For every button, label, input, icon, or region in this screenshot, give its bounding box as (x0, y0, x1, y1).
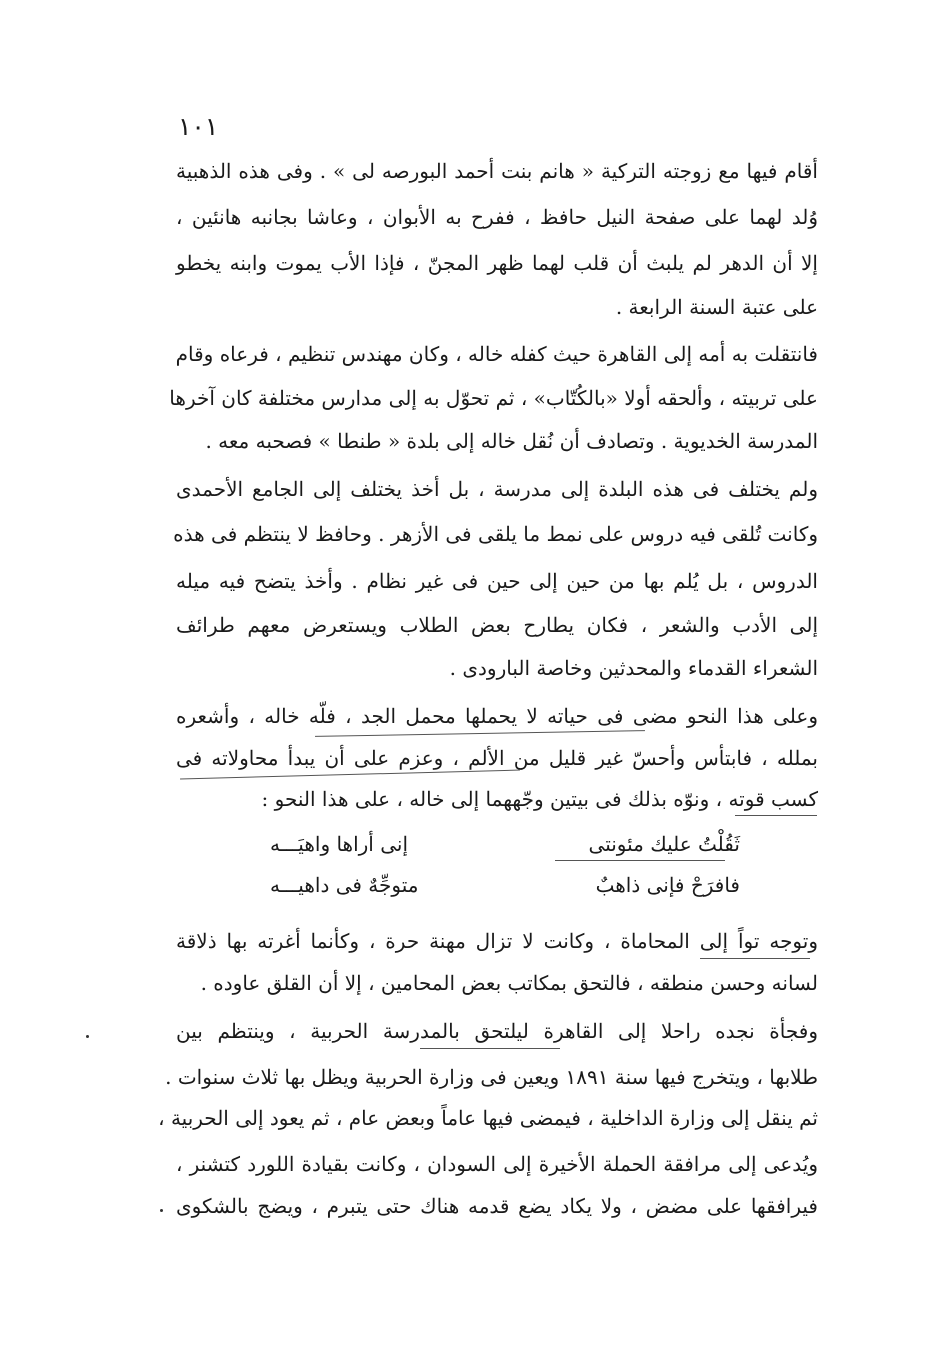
text-line: وفجأة نجده راحلا إلى القاهرة ليلتحق بالمدرسة الحربية ، وينتظم بين (176, 1019, 818, 1043)
verse-line (270, 872, 740, 898)
text-line: على تربيته ، وألحقه أولا «بالكُتّاب» ، ثم تحوّل به إلى مدارس مختلفة كان آخرها (169, 386, 818, 410)
text-line: ولم يختلف فى هذه البلدة إلى مدرسة ، بل أخذ يختلف إلى الجامع الأحمدى (176, 477, 818, 501)
page-number: ١٠١ (178, 112, 219, 141)
margin-dot (160, 1209, 163, 1212)
text-line: وعلى هذا النحو مضى فى حياته لا يحملها محمل الجد ، فلّه خاله ، وأشعره (176, 704, 818, 728)
text-line: الدروس ، بل يُلم بها من حين إلى حين فى غير نظام . وأخذ يتضح فيه ميله (176, 569, 818, 593)
text-line: فيرافقها على مضض ، ولا يكاد يضع قدمه هناك حتى يتبرم ، ويضج بالشكوى (176, 1194, 818, 1218)
pencil-underline (555, 860, 725, 861)
pencil-underline (315, 730, 645, 737)
text-line: على عتبة السنة الرابعة . (615, 295, 818, 319)
verse-hemistich: ثَقُلْتُ عليك مئونتى (588, 832, 740, 856)
verse-hemistich: متوجِّهٌ فى داهيـــه (270, 873, 419, 897)
text-line: طلابها ، ويتخرج فيها سنة ١٨٩١ ويعين فى وزارة الحربية ويظل بها ثلاث سنوات . (165, 1065, 818, 1089)
pencil-underline (735, 815, 817, 816)
verse-hemistich: إنى أراها واهيَـــه (270, 832, 409, 856)
text-line: وتوجه تواً إلى المحاماة ، وكانت لا تزال مهنة حرة ، وكأنما أغرته بها ذلاقة (176, 929, 818, 953)
text-line: فانتقلت به أمه إلى القاهرة حيث كفله خاله ، وكان مهندس تنظيم ، فرعاه وقام (175, 342, 818, 366)
verse-hemistich: فافرَحْ فإنى ذاهبٌ (595, 873, 740, 897)
text-line: بملله ، فابتأس وأحسّ غير قليل من الألم ، وعزم على أن يبدأ محاولاته فى (176, 746, 818, 770)
text-line: ثم ينقل إلى وزارة الداخلية ، فيمضى فيها عاماً وبعض عام ، ثم يعود إلى الحربية ، (158, 1106, 818, 1130)
text-line: أقام فيها مع زوجته التركية « هانم بنت أحمد البورصه لى » . وفى هذه الذهبية (176, 159, 818, 183)
text-line: الشعراء القدماء والمحدثين وخاصة البارودى . (449, 656, 818, 680)
text-line: لسانه وحسن منطقه ، فالتحق بمكاتب بعض المحامين ، إلا أن القلق عاوده . (200, 971, 818, 995)
text-line: إلى الأدب والشعر ، فكان يطارح بعض الطلاب ويستعرض معهم طرائف (176, 613, 818, 637)
text-line: ويُدعى إلى مرافقة الحملة الأخيرة إلى السودان ، وكانت بقيادة اللورد كتشنر ، (176, 1152, 818, 1176)
text-line: وكانت تُلقى فيه دروس على نمط ما يلقى فى الأزهر . وحافظ لا ينتظم فى هذه (173, 522, 818, 546)
text-line: كسب قوته ، ونوّه بذلك فى بيتين وجّههما إلى خاله ، على هذا النحو : (261, 787, 818, 811)
margin-dot (86, 1035, 89, 1038)
verse-line (270, 831, 740, 857)
text-line: المدرسة الخديوية . وتصادف أن نُقل خاله إلى بلدة « طنطا » فصحبه معه . (205, 429, 818, 453)
pencil-underline (700, 958, 810, 959)
text-line: إلا أن الدهر لم يلبث أن قلب لهما ظهر المجنّ ، فإذا الأب يموت وابنه يخطو (176, 251, 818, 275)
pencil-underline (420, 1048, 560, 1049)
pencil-underline (180, 770, 520, 780)
text-line: وُلد لهما على صفحة النيل حافظ ، ففرح به الأبوان ، وعاشا بجانبه هانئين ، (176, 205, 818, 229)
